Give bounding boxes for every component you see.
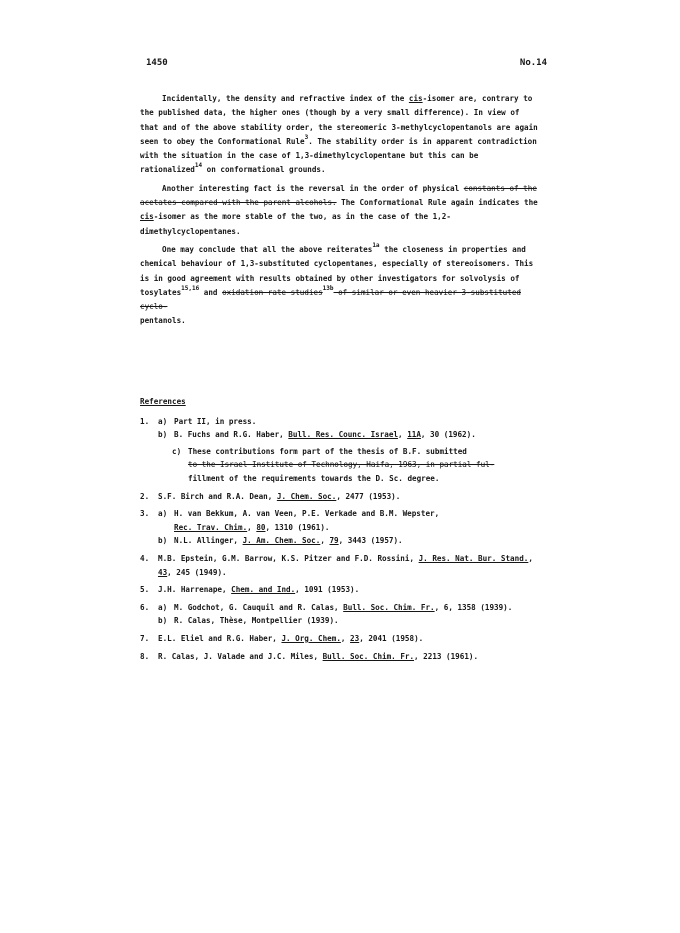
reference-number: 6. xyxy=(140,602,150,612)
reference-subitem xyxy=(158,415,550,429)
citation-text: R. Calas, Thèse, Montpellier (1939). xyxy=(174,616,339,626)
body-text xyxy=(140,92,540,329)
citation-superscript: 3 xyxy=(304,133,309,141)
journal-name: Bull. Res. Counc. Israel xyxy=(288,430,399,440)
citation-text: These contributions form part of the thesis of B.F. submitted xyxy=(188,446,467,456)
citation-text: , 2477 (1953). xyxy=(336,491,401,501)
citation-text: , 1091 (1953). xyxy=(295,585,360,595)
volume-number: 23 xyxy=(350,633,360,643)
reference-number: 5. xyxy=(140,585,150,595)
citation-text: M.B. Epstein, G.M. Barrow, K.S. Pitzer and F.D. Rossini, xyxy=(158,553,419,563)
citation-text: J.H. Harrenape, xyxy=(158,585,232,595)
reference-subitem xyxy=(158,601,550,615)
reference-item xyxy=(140,507,550,548)
citation-text: , 245 (1949). xyxy=(167,567,227,577)
reference-subitem xyxy=(158,507,550,534)
citation-text: , xyxy=(247,522,257,532)
issue-number: No.14 xyxy=(519,58,547,68)
journal-name: Bull. Soc. Chim. Fr. xyxy=(343,602,435,612)
citation-text: , 1310 (1961). xyxy=(265,522,330,532)
reference-item xyxy=(140,552,550,579)
reference-item xyxy=(140,490,550,504)
subitem-label: b) xyxy=(158,430,168,440)
citation-text: , xyxy=(398,430,408,440)
reference-subitem xyxy=(172,445,550,486)
citation-text: S.F. Birch and R.A. Dean, xyxy=(158,491,277,501)
text-run: One may conclude that all the above reiterates xyxy=(162,244,373,254)
citation-text: , 30 (1962). xyxy=(420,430,476,440)
reference-item xyxy=(140,583,550,597)
reference-item xyxy=(140,415,550,486)
journal-name: J. Chem. Soc. xyxy=(276,491,337,501)
text-run: Another interesting fact is the reversal in the order of physical xyxy=(162,183,464,193)
citation-superscript: 13b xyxy=(322,284,334,292)
text-run: -isomer are, contrary to the published data, the higher ones (though by a very small difference). In view of that and of the above stability order, the stereomeric 3-methylcyclopentanols are again seen to obey the Conformational Rule xyxy=(140,94,538,146)
journal-name: Chem. and Ind. xyxy=(231,585,296,595)
subitem-label: b) xyxy=(158,616,168,626)
references-heading: References xyxy=(140,397,186,406)
reference-subitem xyxy=(158,534,550,548)
journal-name: Rec. Trav. Chim. xyxy=(174,522,248,532)
journal-name: J. Res. Nat. Bur. Stand. xyxy=(418,553,529,563)
citation-text: N.L. Allinger, xyxy=(174,536,243,546)
subitem-label: b) xyxy=(158,536,168,546)
reference-item xyxy=(140,650,550,664)
references-section xyxy=(140,395,550,667)
text-run: The Conformational Rule again indicates the xyxy=(336,198,538,208)
italic-term: cis xyxy=(140,212,154,222)
struck-text: oxidation rate studies xyxy=(222,287,323,297)
reference-number: 2. xyxy=(140,491,150,501)
paragraph xyxy=(140,243,540,329)
citation-text: B. Fuchs and R.G. Haber, xyxy=(174,430,289,440)
text-run: . The stability order is in apparent contradiction with the situation in the case of 1,3-dimethylcyclopentane but this can be rationalized xyxy=(140,136,537,175)
reference-number: 3. xyxy=(140,509,150,519)
reference-number: 4. xyxy=(140,553,150,563)
journal-name: J. Am. Chem. Soc. xyxy=(242,536,321,546)
struck-text: to the Israel Institute of Technology, Haifa, 1963, in partial ful- xyxy=(188,460,495,470)
volume-number: 80 xyxy=(256,522,266,532)
citation-text: Part II, in press. xyxy=(174,416,257,426)
reference-number: 7. xyxy=(140,633,150,643)
citation-text: , xyxy=(528,553,533,563)
reference-item xyxy=(140,601,550,628)
subitem-label: a) xyxy=(158,509,168,519)
text-run: -isomer as the more stable of the two, as in the case of the 1,2-dimethylcyclopentanes. xyxy=(140,212,451,236)
text-run: on conformational grounds. xyxy=(202,165,326,175)
volume-number: 11A xyxy=(407,430,421,440)
citation-text: fillment of the requirements towards the D. Sc. degree. xyxy=(188,473,440,483)
text-run: Incidentally, the density and refractive index of the xyxy=(162,94,409,103)
citation-text: E.L. Eliel and R.G. Haber, xyxy=(158,633,282,643)
citation-text: H. van Bekkum, A. van Veen, P.E. Verkade and B.M. Wepster, xyxy=(174,509,440,519)
text-run: pentanols. xyxy=(140,316,186,326)
journal-name: Bull. Soc. Chim. Fr. xyxy=(322,651,415,661)
citation-superscript: 14 xyxy=(194,162,203,170)
reference-number: 8. xyxy=(140,651,150,661)
volume-number: 43 xyxy=(158,567,168,577)
citation-superscript: 1a xyxy=(372,241,380,249)
citation-superscript: 15,16 xyxy=(181,284,200,292)
reference-item xyxy=(140,632,550,646)
subitem-label: c) xyxy=(172,446,182,456)
citation-text: , 2213 (1961). xyxy=(414,651,479,661)
paragraph xyxy=(140,92,540,178)
citation-text: R. Calas, J. Valade and J.C. Miles, xyxy=(158,651,323,661)
citation-text: , 6, 1358 (1939). xyxy=(434,602,513,612)
struck-text: of similar or even heavier 3-substituted cyclo- xyxy=(140,287,521,312)
text-run: and xyxy=(199,287,223,297)
citation-text: , xyxy=(320,536,330,546)
citation-text: , 3443 (1957). xyxy=(338,536,403,546)
subitem-label: a) xyxy=(158,602,168,612)
struck-text: constants of the acetates compared with the parent alcohols. xyxy=(140,183,537,208)
italic-term: cis xyxy=(408,94,423,103)
page-number: 1450 xyxy=(146,58,168,68)
paragraph xyxy=(140,182,540,239)
reference-subitem xyxy=(158,428,550,442)
subitem-label: a) xyxy=(158,416,168,426)
citation-text: M. Godchot, G. Cauquil and R. Calas, xyxy=(174,602,344,612)
reference-number: 1. xyxy=(140,416,150,426)
text-run: the closeness in properties and chemical behaviour of 1,3-substituted cyclopentanes, especially of stereoisomers. This is in good agreement with results obtained by other investigators for solvolysis of tosylates xyxy=(140,244,534,297)
citation-text: , 2041 (1958). xyxy=(359,633,424,643)
reference-subitem xyxy=(158,614,550,628)
journal-name: J. Org. Chem. xyxy=(281,633,341,643)
volume-number: 79 xyxy=(329,536,339,546)
citation-text: , xyxy=(340,633,351,643)
